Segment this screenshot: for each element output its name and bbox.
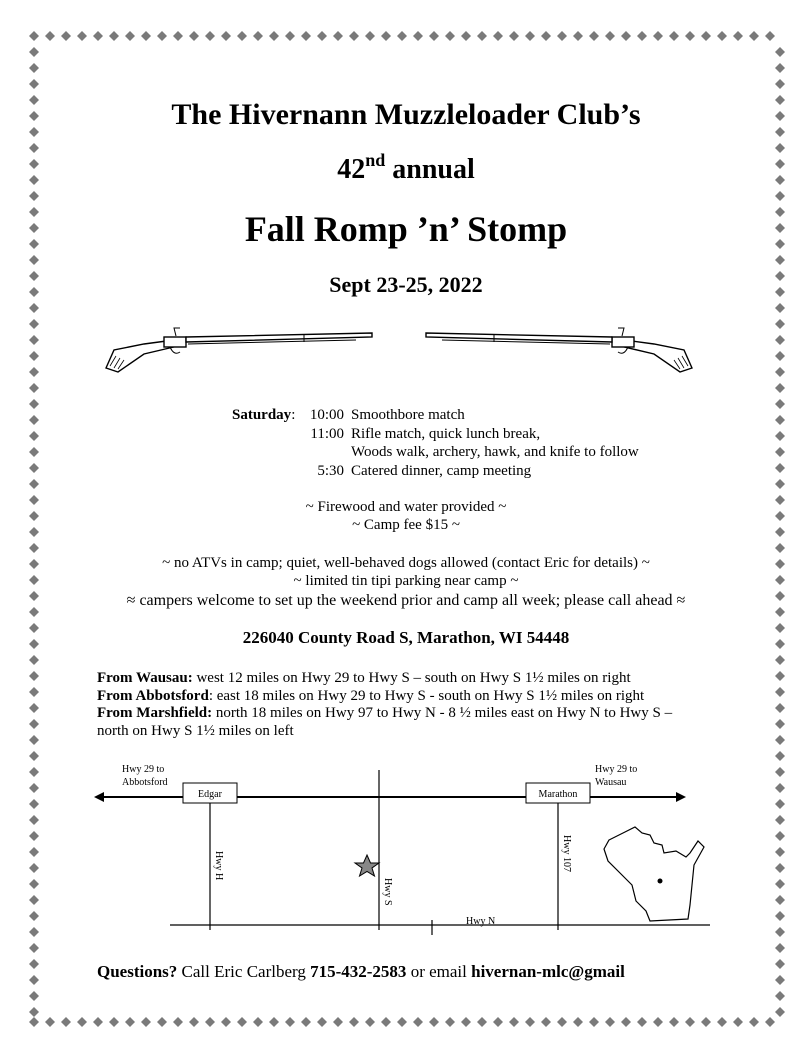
border-diamond	[29, 831, 39, 841]
border-diamond	[653, 1017, 663, 1027]
border-diamond	[301, 1017, 311, 1027]
border-diamond	[29, 767, 39, 777]
border-diamond	[29, 31, 39, 41]
camp-fee-note: ~ Camp fee $15 ~	[352, 517, 460, 533]
border-diamond	[397, 31, 407, 41]
border-diamond	[775, 895, 785, 905]
border-diamond	[775, 847, 785, 857]
border-diamond	[29, 399, 39, 409]
border-diamond	[157, 31, 167, 41]
schedule-activity: Smoothbore match	[351, 407, 465, 423]
border-diamond	[125, 1017, 135, 1027]
border-diamond	[269, 31, 279, 41]
schedule-row: Saturday: 10:00 Smoothbore match	[232, 406, 639, 425]
border-diamond	[29, 719, 39, 729]
border-diamond	[29, 191, 39, 201]
border-diamond	[775, 943, 785, 953]
wisconsin-location-dot-icon	[658, 879, 663, 884]
border-diamond	[775, 447, 785, 457]
border-diamond	[237, 1017, 247, 1027]
contact-email-text: or email	[406, 962, 472, 981]
border-diamond	[29, 47, 39, 57]
border-diamond	[29, 367, 39, 377]
border-diamond	[775, 431, 785, 441]
border-diamond	[285, 31, 295, 41]
border-diamond	[77, 1017, 87, 1027]
border-diamond	[733, 31, 743, 41]
border-diamond	[493, 1017, 503, 1027]
border-diamond	[775, 255, 785, 265]
border-diamond	[775, 47, 785, 57]
border-diamond	[765, 1017, 775, 1027]
schedule-time: 5:30	[317, 462, 344, 479]
border-diamond	[29, 927, 39, 937]
border-diamond	[557, 1017, 567, 1027]
schedule-time	[300, 443, 351, 462]
border-diamond	[775, 719, 785, 729]
directions-marshfield-cont: north on Hwy S 1½ miles on left	[97, 722, 294, 739]
border-diamond	[775, 927, 785, 937]
map-arrow-left-label: Abbotsford	[122, 777, 168, 788]
border-diamond	[775, 751, 785, 761]
border-diamond	[509, 1017, 519, 1027]
border-diamond	[541, 1017, 551, 1027]
border-diamond	[775, 543, 785, 553]
border-diamond	[775, 1007, 785, 1017]
contact-phone: 715-432-2583	[310, 962, 407, 981]
border-diamond	[29, 735, 39, 745]
border-diamond	[775, 367, 785, 377]
border-diamond	[701, 1017, 711, 1027]
border-diamond	[775, 863, 785, 873]
border-diamond	[29, 783, 39, 793]
border-diamond	[413, 31, 423, 41]
border-diamond	[605, 1017, 615, 1027]
border-diamond	[775, 415, 785, 425]
border-diamond	[775, 959, 785, 969]
map-arrow-left-label: Hwy 29 to	[122, 764, 165, 775]
border-diamond	[413, 1017, 423, 1027]
border-diamond	[29, 911, 39, 921]
border-diamond	[269, 1017, 279, 1027]
border-diamond	[285, 1017, 295, 1027]
border-diamond	[775, 335, 785, 345]
border-diamond	[29, 943, 39, 953]
border-diamond	[573, 1017, 583, 1027]
border-diamond	[189, 1017, 199, 1027]
border-diamond	[701, 31, 711, 41]
map-arrow-right-label: Hwy 29 to	[595, 764, 638, 775]
border-diamond	[29, 351, 39, 361]
border-diamond	[221, 1017, 231, 1027]
border-diamond	[775, 703, 785, 713]
border-diamond	[669, 1017, 679, 1027]
border-diamond	[141, 1017, 151, 1027]
schedule-row	[232, 462, 639, 481]
border-diamond	[775, 735, 785, 745]
wisconsin-outline-icon	[604, 827, 704, 921]
directions-wausau	[97, 670, 672, 688]
border-diamond	[621, 31, 631, 41]
border-diamond	[189, 31, 199, 41]
firewood-note: ~ Firewood and water provided ~	[305, 499, 507, 515]
border-diamond	[29, 975, 39, 985]
map-road-hwy-107: Hwy 107	[561, 835, 572, 872]
border-diamond	[775, 799, 785, 809]
rules-line-parking: ~ limited tin tipi parking near camp ~	[293, 573, 519, 589]
border-diamond	[775, 319, 785, 329]
border-diamond	[29, 303, 39, 313]
border-diamond	[93, 1017, 103, 1027]
schedule-activity: Rifle match, quick lunch break,	[351, 425, 541, 442]
annual-number: 42	[337, 154, 366, 185]
border-diamond	[775, 671, 785, 681]
border-diamond	[381, 31, 391, 41]
rules-line-campers: ≈ campers welcome to set up the weekend prior and camp all week; please call ahead ≈	[126, 592, 686, 609]
border-diamond	[29, 799, 39, 809]
border-diamond	[493, 31, 503, 41]
border-diamond	[253, 1017, 263, 1027]
border-diamond	[29, 1007, 39, 1017]
border-diamond	[29, 751, 39, 761]
border-diamond	[589, 1017, 599, 1027]
contact-question: Questions?	[97, 962, 178, 981]
border-diamond	[29, 863, 39, 873]
border-diamond	[45, 31, 55, 41]
border-diamond	[29, 319, 39, 329]
border-diamond	[557, 31, 567, 41]
border-diamond	[765, 31, 775, 41]
border-diamond	[61, 1017, 71, 1027]
border-diamond	[253, 31, 263, 41]
map-road-hwy-h: Hwy H	[213, 851, 224, 881]
border-diamond	[29, 815, 39, 825]
border-diamond	[109, 31, 119, 41]
border-diamond	[29, 879, 39, 889]
border-diamond	[317, 31, 327, 41]
directions-marshfield	[97, 705, 672, 723]
border-diamond	[733, 1017, 743, 1027]
border-diamond	[775, 479, 785, 489]
border-diamond	[29, 991, 39, 1001]
border-diamond	[775, 655, 785, 665]
border-diamond	[333, 31, 343, 41]
schedule-day: Saturday	[232, 407, 292, 423]
border-diamond	[301, 31, 311, 41]
border-diamond	[637, 31, 647, 41]
event-dates: Sept 23-25, 2022	[329, 272, 483, 297]
border-diamond	[29, 79, 39, 89]
border-diamond	[45, 1017, 55, 1027]
contact-line	[97, 962, 625, 982]
border-diamond	[429, 1017, 439, 1027]
border-diamond	[125, 31, 135, 41]
border-diamond	[29, 63, 39, 73]
border-diamond	[29, 1017, 39, 1027]
border-diamond	[775, 143, 785, 153]
annual-suffix: nd	[365, 150, 386, 170]
border-diamond	[61, 31, 71, 41]
border-diamond	[541, 31, 551, 41]
border-diamond	[749, 1017, 759, 1027]
border-diamond	[237, 31, 247, 41]
border-diamond	[749, 31, 759, 41]
border-diamond	[29, 143, 39, 153]
schedule-time: 11:00	[310, 425, 344, 442]
border-diamond	[775, 191, 785, 201]
border-diamond	[349, 1017, 359, 1027]
border-diamond	[29, 671, 39, 681]
border-diamond	[775, 879, 785, 889]
border-diamond	[775, 399, 785, 409]
border-diamond	[621, 1017, 631, 1027]
directions-label: From Wausau:	[97, 670, 193, 686]
map-road-hwy-n: Hwy N	[466, 916, 496, 927]
event-name-heading: Fall Romp ’n’ Stomp	[244, 209, 568, 249]
border-diamond	[775, 783, 785, 793]
border-diamond	[669, 31, 679, 41]
directions-map	[90, 755, 722, 940]
rules-line-atv: ~ no ATVs in camp; quiet, well-behaved dogs allowed (contact Eric for details) ~	[162, 555, 650, 571]
border-diamond	[589, 31, 599, 41]
schedule-time: 10:00	[309, 407, 344, 423]
border-diamond	[349, 31, 359, 41]
border-diamond	[93, 31, 103, 41]
border-diamond	[775, 975, 785, 985]
border-diamond	[29, 255, 39, 265]
border-diamond	[29, 543, 39, 553]
border-diamond	[775, 351, 785, 361]
border-diamond	[29, 479, 39, 489]
border-diamond	[109, 1017, 119, 1027]
border-diamond	[445, 1017, 455, 1027]
contact-call-text: Call Eric Carlberg	[177, 962, 311, 981]
border-diamond	[775, 687, 785, 697]
map-road-hwy-s: Hwy S	[382, 878, 393, 906]
border-diamond	[173, 1017, 183, 1027]
border-diamond	[637, 1017, 647, 1027]
border-diamond	[77, 31, 87, 41]
camp-location-star-icon	[355, 855, 379, 876]
border-diamond	[717, 31, 727, 41]
border-diamond	[461, 31, 471, 41]
club-name-heading: The Hivernann Muzzleloader Club’s	[171, 98, 641, 131]
border-diamond	[775, 383, 785, 393]
musket-right-image	[422, 322, 694, 384]
border-diamond	[775, 79, 785, 89]
map-arrow-right-label: Wausau	[595, 777, 627, 788]
schedule-activity: Catered dinner, camp meeting	[351, 462, 532, 479]
border-diamond	[29, 655, 39, 665]
border-diamond	[775, 767, 785, 777]
border-diamond	[573, 31, 583, 41]
directions-text: west 12 miles on Hwy 29 to Hwy S – south on Hwy S 1½ miles on right	[192, 670, 631, 686]
border-diamond	[141, 31, 151, 41]
border-diamond	[605, 31, 615, 41]
map-town-marathon: Marathon	[538, 789, 578, 800]
border-diamond	[29, 383, 39, 393]
border-diamond	[29, 463, 39, 473]
border-diamond	[717, 1017, 727, 1027]
schedule-row	[232, 425, 639, 444]
border-diamond	[205, 1017, 215, 1027]
border-diamond	[461, 1017, 471, 1027]
border-diamond	[685, 1017, 695, 1027]
border-diamond	[29, 959, 39, 969]
border-diamond	[29, 335, 39, 345]
border-diamond	[775, 831, 785, 841]
border-diamond	[205, 31, 215, 41]
border-diamond	[173, 31, 183, 41]
border-diamond	[397, 1017, 407, 1027]
border-diamond	[333, 1017, 343, 1027]
border-diamond	[525, 31, 535, 41]
border-diamond	[365, 1017, 375, 1027]
directions-label: From Marshfield:	[97, 705, 213, 721]
annual-word: annual	[392, 154, 475, 185]
schedule-activity: Woods walk, archery, hawk, and knife to follow	[351, 444, 639, 461]
map-town-edgar: Edgar	[198, 789, 222, 800]
directions-text: north 18 miles on Hwy 97 to Hwy N - 8 ½ miles east on Hwy N to Hwy S –	[212, 705, 673, 721]
border-diamond	[365, 31, 375, 41]
border-diamond	[775, 63, 785, 73]
border-diamond	[509, 31, 519, 41]
schedule-row	[232, 443, 639, 462]
border-diamond	[381, 1017, 391, 1027]
border-diamond	[29, 415, 39, 425]
camp-address: 226040 County Road S, Marathon, WI 54448	[242, 628, 570, 647]
border-diamond	[775, 303, 785, 313]
border-diamond	[653, 31, 663, 41]
border-diamond	[157, 1017, 167, 1027]
border-diamond	[29, 431, 39, 441]
border-diamond	[221, 31, 231, 41]
directions-text: : east 18 miles on Hwy 29 to Hwy S - south on Hwy S 1½ miles on right	[208, 687, 645, 704]
directions-block	[97, 670, 672, 740]
border-diamond	[775, 911, 785, 921]
border-diamond	[775, 815, 785, 825]
border-diamond	[429, 31, 439, 41]
border-diamond	[525, 1017, 535, 1027]
border-diamond	[317, 1017, 327, 1027]
border-diamond	[29, 847, 39, 857]
border-diamond	[29, 703, 39, 713]
musket-left-image	[104, 322, 376, 384]
border-diamond	[445, 31, 455, 41]
border-diamond	[477, 31, 487, 41]
directions-label: From Abbotsford	[97, 687, 209, 704]
contact-email: hivernan-mlc@gmail	[471, 962, 625, 981]
annual-heading	[0, 150, 812, 186]
border-diamond	[477, 1017, 487, 1027]
border-diamond	[775, 991, 785, 1001]
border-diamond	[775, 463, 785, 473]
border-diamond	[29, 447, 39, 457]
saturday-schedule	[232, 406, 639, 480]
directions-abbotsford	[97, 688, 672, 706]
border-diamond	[29, 687, 39, 697]
border-diamond	[29, 895, 39, 905]
border-diamond	[685, 31, 695, 41]
